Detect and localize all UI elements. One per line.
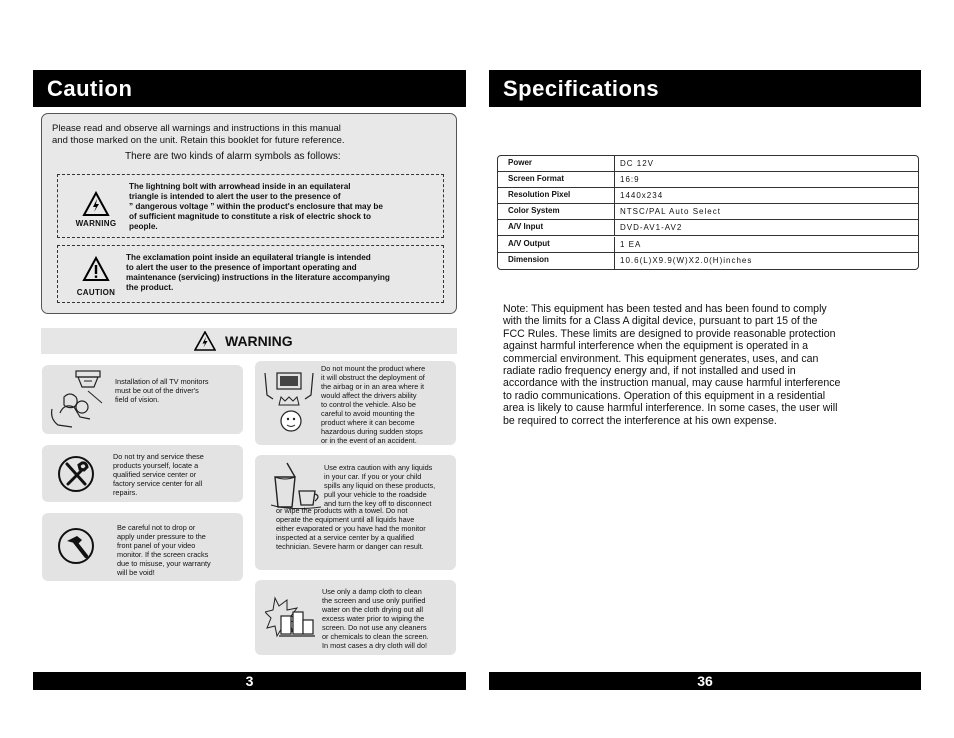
driver-monitor-icon [46,369,108,429]
tools-icon [58,455,94,493]
spec-key: Dimension [498,253,615,269]
note-line: commercial environment. This equipment generates, uses, and can [503,352,819,365]
page-number: 36 [697,673,713,689]
note-line: be required to correct the interference at his own expense. [503,414,777,427]
text-line: excess water prior to wiping the [322,614,425,623]
text-line: front panel of your video [117,541,196,550]
caution-symbol-text [126,253,442,293]
spec-value: DC 12V [620,159,655,168]
text-line: pull your vehicle to the roadside [324,490,427,499]
intro-line: and those marked on the unit. Retain this booklet for future reference. [52,135,345,146]
text-line: product where it can become [321,418,415,427]
text-line: must be out of the driver's [115,386,199,395]
caution-symbol-label: CAUTION [76,288,116,297]
spec-key: A/V Input [498,220,615,235]
text-line: triangle is intended to alert the user to the presence of [129,192,341,201]
service-card [42,445,243,502]
liquids-text-bottom [276,506,454,551]
spilled-drink-icon [269,461,323,511]
text-line: operate the equipment until all liquids have [276,515,415,524]
left-page-footer [33,672,466,690]
exclamation-triangle-icon [82,256,110,282]
text-line: inspected at a service center by a qualified [276,533,414,542]
spec-row [498,237,918,253]
airbag-text [321,364,453,445]
spec-value: 10.6(L)X9.9(W)X2.0(H)inches [620,256,753,265]
airbag-card [255,361,456,445]
airbag-icon [259,367,319,439]
text-line: Use extra caution with any liquids [324,463,433,472]
intro-line: Please read and observe all warnings and instructions in this manual [52,123,341,134]
text-line: it will obstruct the deployment of [321,373,425,382]
text-line: Use only a damp cloth to clean [322,587,422,596]
intro-text [52,123,345,147]
text-line: maintenance (servicing) instructions in the literature accompanying [126,273,390,282]
specifications-table [497,155,919,270]
text-line: the screen and use only purified [322,596,426,605]
spec-key: Resolution Pixel [498,188,615,203]
text-line: careful to avoid mounting the [321,409,415,418]
spec-row [498,253,918,269]
note-line: with the limits for a Class A digital device, pursuant to part 15 of the [503,315,818,328]
text-line: the product. [126,283,174,292]
alarm-symbols-note: There are two kinds of alarm symbols as follows: [125,151,341,162]
note-line: FCC Rules. These limits are designed to provide reasonable protection [503,327,836,340]
text-line: will be void! [117,568,155,577]
spec-value: 1 EA [620,240,642,249]
note-line: radiate radio frequency energy and, if not installed and used in [503,365,796,378]
text-line: water on the cloth drying out all [322,605,423,614]
text-line: In most cases a dry cloth will do! [322,641,428,650]
text-line: hazardous during sudden stops [321,427,423,436]
page-number: 3 [245,673,254,689]
text-line: screen. Do not use any cleaners [322,623,427,632]
lightning-triangle-icon [194,331,216,351]
spec-row [498,172,918,188]
right-page-footer [489,672,921,690]
text-line: either evaporated or you have had the monitor [276,524,426,533]
caution-notice-box [41,113,457,314]
text-line: spills any liquid on these products, [324,481,436,490]
spec-value: NTSC/PAL Auto Select [620,207,721,216]
liquids-card [255,455,456,570]
text-line: monitor. If the screen cracks [117,550,209,559]
text-line: or chemicals to clean the screen. [322,632,429,641]
page-title: Specifications [503,76,660,101]
spec-key: Color System [498,204,615,219]
warning-symbol-text [129,182,441,232]
note-line: area is likely to cause harmful interference. In some cases, the user will [503,402,838,415]
spec-row [498,204,918,220]
fcc-note [503,303,913,427]
hammer-icon [58,527,94,565]
text-line: The lightning bolt with arrowhead inside in an equilateral [129,182,351,191]
warning-symbol-box [57,174,444,238]
text-line: to control the vehicle. Also be [321,400,416,409]
warning-symbol-label: WARNING [75,219,117,228]
note-line: to radio communications. Operation of this equipment in a residential [503,389,826,402]
note-line: accordance with the instruction manual, may cause harmful interference [503,377,841,390]
text-line: of sufficient magnitude to constitute a risk of electric shock to [129,212,372,221]
spec-key: Screen Format [498,172,615,187]
text-line: qualified service center or [113,470,197,479]
lightning-triangle-icon [82,191,110,217]
spec-key: A/V Output [498,237,615,252]
cleaning-products-icon [265,596,317,640]
text-line: field of vision. [115,395,160,404]
text-line: Do not mount the product where [321,364,426,373]
caution-symbol-box [57,245,444,303]
text-line: and turn the key off to disconnect [324,499,432,508]
text-line: the airbag or in an area where it [321,382,425,391]
note-line: against harmful interference when the equipment is operated in a [503,340,809,353]
text-line: or in the event of an accident. [321,436,417,445]
spec-value: DVD-AV1-AV2 [620,223,683,232]
pressure-card [42,513,243,581]
text-line: repairs. [113,488,138,497]
text-line: products yourself, locate a [113,461,199,470]
text-line: apply under pressure to the [117,532,206,541]
warning-heading: WARNING [225,333,293,349]
spec-value: 1440x234 [620,191,664,200]
text-line: Be careful not to drop or [117,523,196,532]
spec-row [498,220,918,236]
text-line: Do not try and service these [113,452,204,461]
pressure-text [117,523,239,577]
spec-value: 16:9 [620,175,640,184]
page-title: Caution [47,76,133,101]
text-line: technician. Severe harm or danger can result. [276,542,424,551]
spec-row [498,156,918,172]
text-line: factory service center for all [113,479,203,488]
text-line: The exclamation point inside an equilateral triangle is intended [126,253,371,262]
spec-row [498,188,918,204]
caution-header [33,70,466,107]
monitor-position-card [42,365,243,434]
cleaning-text [322,587,454,650]
text-line: ” dangerous voltage ” within the product's enclosure that may be [129,202,383,211]
text-line: in your car. If you or your child [324,472,422,481]
text-line: would affect the drivers ability [321,391,417,400]
service-text [113,452,237,497]
liquids-text-top [324,463,454,508]
cleaning-card [255,580,456,655]
warning-heading-strip [41,328,457,354]
note-line: Note: This equipment has been tested and has been found to comply [503,303,827,315]
text-line: Installation of all TV monitors [115,377,209,386]
text-line: to alert the user to the presence of important operating and [126,263,357,272]
monitor-position-text [115,377,235,404]
text-line: or wipe the products with a towel. Do not [276,506,408,515]
specifications-header [489,70,921,107]
text-line: due to misuse, your warranty [117,559,211,568]
spec-key: Power [498,156,615,171]
text-line: people. [129,222,158,231]
